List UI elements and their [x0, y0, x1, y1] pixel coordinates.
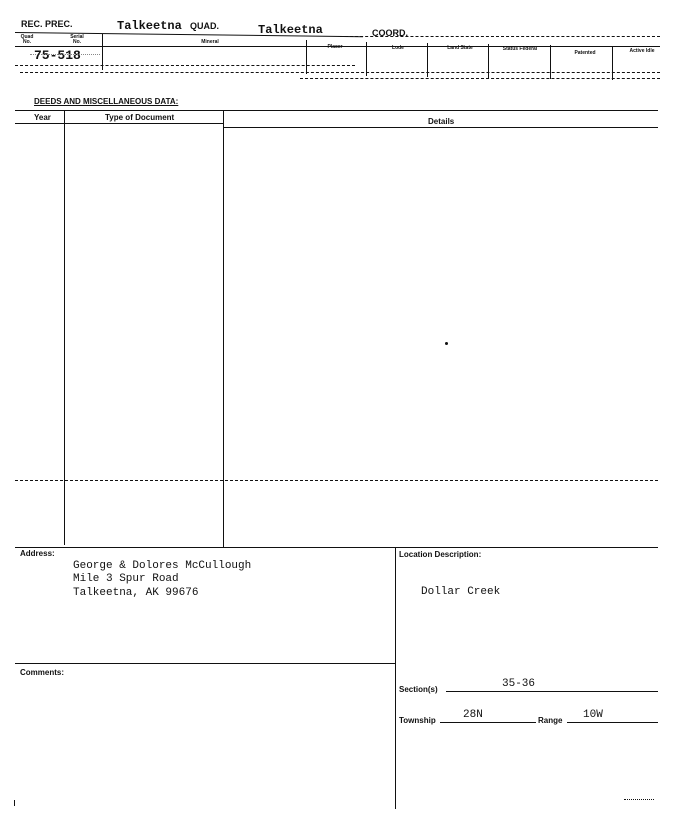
rec-prec-label: REC. PREC.	[21, 19, 73, 29]
col-divider	[306, 40, 307, 74]
deeds-col-type: Type of Document	[105, 113, 175, 122]
active-idle-label: Active Idle	[629, 48, 655, 54]
col-divider	[612, 46, 613, 80]
placer-label: Placer	[327, 44, 343, 50]
section-underline	[446, 691, 658, 692]
deeds-header-rule	[15, 123, 223, 124]
lode-label: Lode	[392, 45, 404, 51]
scan-mark	[624, 799, 654, 802]
quad-serial-divider	[30, 54, 100, 55]
quad-serial-value: 75-518	[34, 48, 81, 63]
deeds-heading: DEEDS AND MISCELLANEOUS DATA:	[34, 97, 179, 106]
patented-label: Patented	[574, 50, 596, 56]
comments-top-rule	[15, 663, 395, 664]
township-value: 28N	[463, 709, 483, 721]
quad-value-left: Talkeetna	[117, 19, 182, 33]
range-value: 10W	[583, 709, 603, 721]
range-label: Range	[538, 716, 563, 725]
section-value: 35-36	[502, 678, 536, 690]
deeds-header-rule	[223, 127, 658, 128]
location-value: Dollar Creek	[421, 586, 501, 598]
quad-label: QUAD.	[190, 21, 219, 31]
deeds-col-details: Details	[428, 117, 455, 126]
address-line1: George & Dolores McCullough	[73, 560, 252, 572]
deeds-top-rule	[15, 110, 658, 111]
col-divider	[366, 42, 367, 76]
record-row-dashed	[20, 72, 660, 73]
header-rule-dashed	[340, 36, 660, 37]
address-label: Address:	[20, 549, 55, 558]
serial-no-label: Serial No.	[70, 34, 84, 45]
range-underline	[567, 722, 658, 723]
comments-label: Comments:	[20, 668, 65, 677]
margin-mark	[14, 800, 15, 806]
deeds-col-year: Year	[34, 113, 51, 122]
status-federal-label: Status Federal	[502, 46, 538, 52]
coord-label: COORD.	[372, 28, 408, 38]
stray-mark	[445, 342, 448, 345]
quad-value-right: Talkeetna	[258, 23, 323, 37]
record-row-dashed	[15, 65, 355, 66]
land-state-label: Land State	[447, 45, 473, 51]
quad-no-label: Quad No.	[20, 34, 34, 45]
section-label: Section(s)	[399, 685, 438, 694]
deeds-col-divider	[223, 110, 224, 548]
address-line2: Mile 3 Spur Road	[73, 573, 179, 585]
deeds-dashed-rule	[15, 480, 658, 481]
township-underline	[440, 722, 536, 723]
location-label: Location Description:	[399, 550, 482, 559]
mineral-label: Mineral	[201, 39, 219, 45]
col-divider	[550, 45, 551, 79]
address-location-divider	[395, 547, 396, 809]
record-row-dashed	[300, 78, 660, 79]
township-label: Township	[399, 716, 436, 725]
address-line3: Talkeetna, AK 99676	[73, 587, 199, 599]
address-top-rule	[15, 547, 658, 548]
